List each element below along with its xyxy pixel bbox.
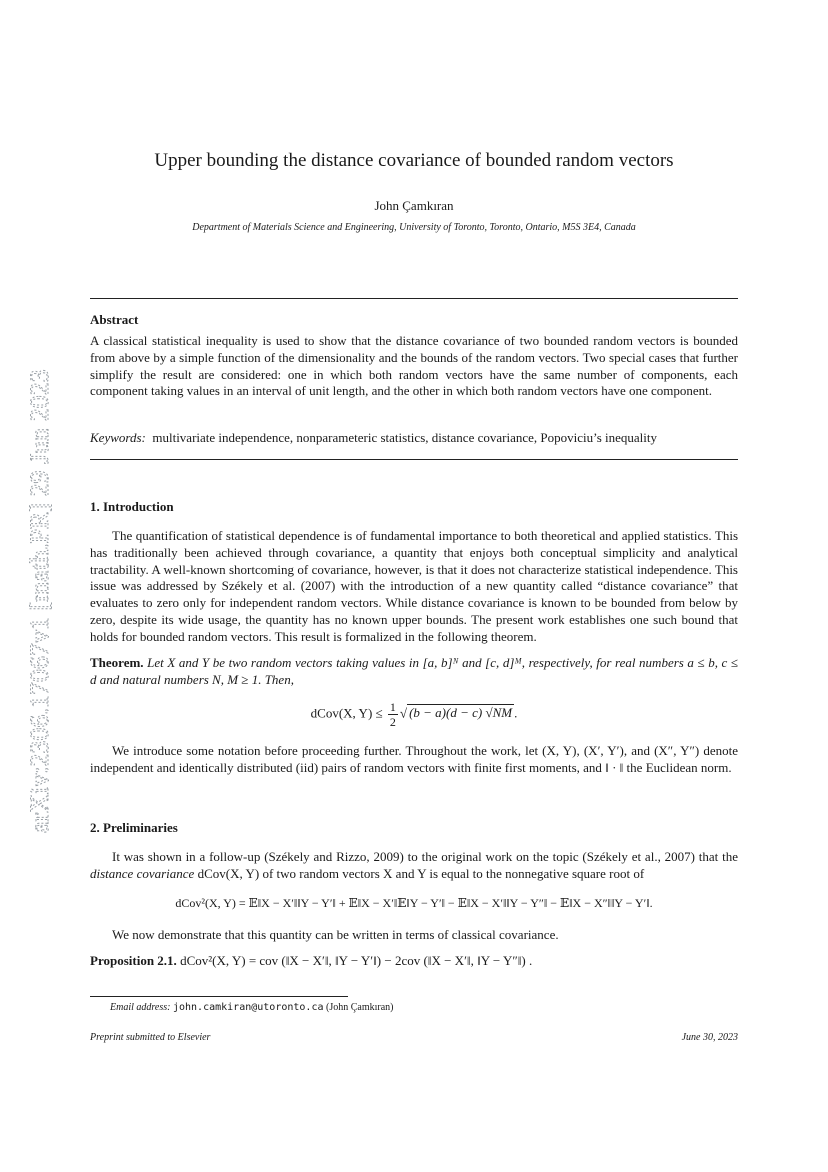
proposition-label: Proposition 2.1. (90, 953, 177, 968)
equation-lhs: dCov(X, Y) ≤ (310, 705, 383, 721)
paper-title: Upper bounding the distance covariance of bounded random vectors (154, 150, 674, 171)
arxiv-id-text: arXiv:2306.17067v1 [math.PR] 29 Jun 2023 (25, 369, 54, 833)
fraction-numerator: 1 (389, 700, 396, 714)
arxiv-sidebar-stamp (14, 315, 60, 835)
prelim-p1-emphasis: distance covariance (90, 865, 195, 881)
paper-affiliation: Department of Materials Science and Engineering, University of Toronto, Toronto, Ontario, M5S 3E4, Canada (192, 222, 636, 233)
arxiv-id-vertical (14, 315, 60, 835)
abstract-top-rule (90, 298, 738, 299)
abstract-bottom-rule (90, 459, 738, 460)
dcov-definition-equation: dCov²(X, Y) = 𝔼‖X − X′‖‖Y − Y′‖ + 𝔼‖X − X′‖𝔼‖Y − Y′‖ − 𝔼‖X − X′‖‖Y − Y″‖ − 𝔼‖X − X″‖‖Y − Y′‖. (175, 896, 653, 910)
proposition-2-1 (90, 953, 738, 970)
prelim-p1-part-b: dCov(X, Y) of two random vectors X and Y is equal to the nonnegative square root of (197, 865, 645, 881)
equation-end: . (514, 705, 518, 721)
footnote-label: Email address: (110, 1002, 171, 1013)
intro-paragraph-2: We introduce some notation before proceeding further. Throughout the work, let (X, Y), (X′, Y′), and (X″, Y″) denote independent and identically distributed (iid) pairs of random vectors with finite first moments, and ‖ · ‖ the Euclidean norm. (90, 743, 738, 775)
fraction-denominator: 2 (389, 715, 396, 729)
footnote-name: (John Çamkıran) (325, 1002, 394, 1013)
theorem-label: Theorem. (90, 655, 144, 670)
paper-author: John Çamkıran (374, 198, 454, 213)
page-footer (90, 1032, 738, 1043)
theorem-equation (90, 700, 738, 729)
equation-fraction (388, 700, 398, 729)
section-heading-introduction: 1. Introduction (90, 499, 174, 514)
intro-paragraph-1: The quantification of statistical dependence is of fundamental importance to both theoretical and applied statistics. This has traditionally been achieved through covariance, a quantity that enjoys both conceptual simplicity and analytical tractability. A well-known shortcoming of covariance, however, is that it does not characterize statistical independence. This issue was addressed by Székely et al. (2007) with the introduction of a new quantity called “distance covariance” that evaluates to zero only for independent random vectors. While distance covariance is known to be bounded from below by zero, despite its wide usage, the quantity has no known upper bounds. The present work establishes one such bound that holds for bounded random vectors. This result is formalized in the following theorem. (90, 528, 738, 644)
keywords-label: Keywords: (90, 430, 146, 445)
footer-preprint-note: Preprint submitted to Elsevier (90, 1032, 211, 1043)
prelim-p1-part-a: It was shown in a follow-up (Székely and Rizzo, 2009) to the original work on the topic (Székely et al., 2007) that the (112, 849, 738, 864)
keywords-list: multivariate independence, nonparameteric statistics, distance covariance, Popoviciu’s inequality (152, 430, 658, 445)
footnote-email (110, 1002, 393, 1013)
footnote-rule (90, 996, 348, 997)
equation-radicand: (b − a)(d − c) √NM (409, 705, 513, 721)
section-heading-preliminaries: 2. Preliminaries (90, 820, 178, 835)
prelim-paragraph-2: We now demonstrate that this quantity can be written in terms of classical covariance. (112, 927, 559, 942)
author-email-link[interactable]: john.camkiran@utoronto.ca (172, 1002, 324, 1013)
prelim-paragraph-1 (90, 849, 738, 883)
theorem-text: Let X and Y be two random vectors taking values in [a, b]ᴺ and [c, d]ᴹ, respectively, for real numbers a ≤ b, c ≤ d and natural numbers N, M ≥ 1. Then, (90, 655, 739, 687)
abstract-text: A classical statistical inequality is used to show that the distance covariance of two bounded random vectors is bounded from above by a simple function of the dimensionality and the bounds of the random vectors. Two special cases that further simplify the result are considered: one in which both random vectors have the same number of components, each component taking values in an interval of unit length, and the other in which both random vectors have one component. (90, 333, 738, 399)
footer-date: June 30, 2023 (681, 1032, 738, 1043)
sqrt-sign: √ (399, 705, 408, 721)
proposition-text: dCov²(X, Y) = cov (‖X − X′‖, ‖Y − Y′‖) − 2cov (‖X − X′‖, ‖Y − Y″‖) . (180, 953, 533, 968)
abstract-heading: Abstract (90, 312, 139, 327)
theorem-statement (90, 655, 738, 689)
keywords-line (90, 430, 738, 447)
